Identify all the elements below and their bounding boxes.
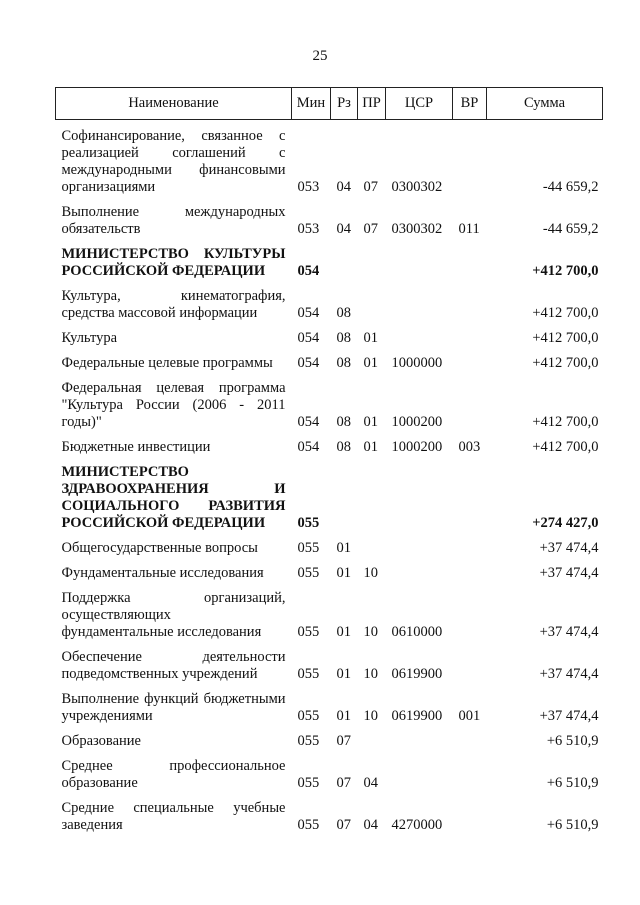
cell-vr xyxy=(453,120,487,205)
cell-csr xyxy=(386,330,453,355)
cell-sum: +412 700,0 xyxy=(532,330,599,346)
budget-table xyxy=(55,87,603,842)
cell-pr: 01 xyxy=(363,414,378,430)
cell-csr: 4270000 xyxy=(391,817,443,833)
cell-rz: 01 xyxy=(336,565,351,581)
cell-name: Общегосударственные вопросы xyxy=(61,540,258,556)
table-row xyxy=(56,733,603,758)
cell-sum: +37 474,4 xyxy=(539,624,599,640)
cell-csr xyxy=(386,540,453,565)
table-row xyxy=(56,565,603,590)
cell-min: 054 xyxy=(297,355,320,371)
cell-vr xyxy=(453,565,487,590)
header-pr: ПР xyxy=(358,88,386,120)
table-row xyxy=(56,649,603,691)
cell-vr xyxy=(453,246,487,288)
cell-name: МИНИСТЕРСТВО КУЛЬТУРЫ РОССИЙСКОЙ ФЕДЕРАЦИИ xyxy=(61,246,286,279)
cell-name: Среднее профессиональное образование xyxy=(61,758,286,791)
cell-min: 054 xyxy=(297,439,320,455)
cell-min: 055 xyxy=(297,708,320,724)
cell-sum: +412 700,0 xyxy=(532,439,599,455)
cell-rz: 08 xyxy=(336,330,351,346)
header-rz: Рз xyxy=(331,88,358,120)
cell-pr: 07 xyxy=(363,221,378,237)
cell-rz: 01 xyxy=(336,666,351,682)
cell-vr xyxy=(453,380,487,439)
table-row xyxy=(56,204,603,246)
header-vr: ВР xyxy=(453,88,487,120)
cell-name: Культура xyxy=(61,330,118,346)
cell-pr: 04 xyxy=(363,775,378,791)
cell-min: 054 xyxy=(297,263,320,279)
cell-min: 055 xyxy=(297,666,320,682)
cell-vr: 003 xyxy=(458,439,481,455)
cell-vr xyxy=(453,540,487,565)
cell-rz: 01 xyxy=(336,540,351,556)
table-row xyxy=(56,288,603,330)
cell-rz: 08 xyxy=(336,355,351,371)
cell-pr: 04 xyxy=(363,817,378,833)
cell-sum: -44 659,2 xyxy=(542,221,599,237)
cell-sum: +412 700,0 xyxy=(532,305,599,321)
cell-sum: +37 474,4 xyxy=(539,540,599,556)
cell-min: 055 xyxy=(297,624,320,640)
cell-pr xyxy=(358,464,386,540)
table-row-ministry xyxy=(56,464,603,540)
cell-sum: +412 700,0 xyxy=(532,355,599,371)
cell-name: Образование xyxy=(61,733,141,749)
cell-min: 055 xyxy=(297,565,320,581)
cell-min: 053 xyxy=(297,221,320,237)
cell-rz: 08 xyxy=(336,439,351,455)
table-row xyxy=(56,439,603,464)
cell-pr: 10 xyxy=(363,666,378,682)
cell-rz: 07 xyxy=(336,733,351,749)
cell-pr: 07 xyxy=(363,179,378,195)
page-number: 25 xyxy=(312,48,328,64)
cell-csr: 1000200 xyxy=(391,414,443,430)
cell-csr xyxy=(386,758,453,800)
cell-name: Выполнение функций бюджетными учреждениями xyxy=(61,691,286,724)
cell-pr: 01 xyxy=(363,330,378,346)
cell-rz: 07 xyxy=(336,817,351,833)
table-row xyxy=(56,355,603,380)
cell-name: Федеральные целевые программы xyxy=(61,355,273,371)
header-csr: ЦСР xyxy=(386,88,453,120)
cell-rz: 04 xyxy=(336,179,351,195)
cell-min: 055 xyxy=(297,775,320,791)
cell-csr xyxy=(386,464,453,540)
cell-csr xyxy=(386,288,453,330)
cell-rz xyxy=(331,246,358,288)
cell-rz xyxy=(331,464,358,540)
table-row xyxy=(56,120,603,205)
cell-name: Культура, кинематография, средства массовой информации xyxy=(61,288,286,321)
cell-csr: 0300302 xyxy=(391,179,443,195)
cell-sum: +412 700,0 xyxy=(532,263,599,279)
cell-name: Обеспечение деятельности подведомственных учреждений xyxy=(61,649,286,682)
cell-name: Софинансирование, связанное с реализацией соглашений с международными финансовыми организациями xyxy=(61,128,286,195)
cell-vr xyxy=(453,464,487,540)
cell-vr: 011 xyxy=(458,221,480,237)
cell-csr: 1000200 xyxy=(391,439,443,455)
cell-pr xyxy=(358,540,386,565)
cell-csr: 0619900 xyxy=(391,666,443,682)
cell-min: 054 xyxy=(297,414,320,430)
cell-vr xyxy=(453,288,487,330)
cell-min: 053 xyxy=(297,179,320,195)
cell-csr xyxy=(386,565,453,590)
header-sum: Сумма xyxy=(487,88,603,120)
cell-vr xyxy=(453,758,487,800)
cell-pr: 10 xyxy=(363,624,378,640)
cell-csr xyxy=(386,246,453,288)
cell-sum: +37 474,4 xyxy=(539,708,599,724)
cell-name: Бюджетные инвестиции xyxy=(61,439,211,455)
cell-sum: -44 659,2 xyxy=(542,179,599,195)
cell-rz: 01 xyxy=(336,624,351,640)
cell-min: 055 xyxy=(297,817,320,833)
cell-sum: +6 510,9 xyxy=(546,775,599,791)
cell-pr xyxy=(358,288,386,330)
cell-sum: +412 700,0 xyxy=(532,414,599,430)
table-body xyxy=(56,120,603,843)
cell-csr: 1000000 xyxy=(391,355,443,371)
cell-pr xyxy=(358,246,386,288)
cell-rz: 07 xyxy=(336,775,351,791)
cell-rz: 04 xyxy=(336,221,351,237)
cell-vr xyxy=(453,355,487,380)
table-row xyxy=(56,540,603,565)
cell-pr: 01 xyxy=(363,439,378,455)
table-row xyxy=(56,330,603,355)
cell-sum: +6 510,9 xyxy=(546,733,599,749)
cell-vr xyxy=(453,800,487,842)
cell-vr xyxy=(453,330,487,355)
cell-sum: +37 474,4 xyxy=(539,565,599,581)
header-min: Мин xyxy=(292,88,331,120)
header-name: Наименование xyxy=(56,88,292,120)
cell-csr: 0300302 xyxy=(391,221,443,237)
table-row xyxy=(56,758,603,800)
cell-csr: 0619900 xyxy=(391,708,443,724)
cell-rz: 08 xyxy=(336,414,351,430)
cell-csr: 0610000 xyxy=(391,624,443,640)
cell-sum: +274 427,0 xyxy=(532,515,599,531)
cell-min: 055 xyxy=(297,540,320,556)
table-row xyxy=(56,691,603,733)
cell-csr xyxy=(386,733,453,758)
cell-min: 054 xyxy=(297,330,320,346)
cell-name: Средние специальные учебные заведения xyxy=(61,800,286,833)
cell-name: Выполнение международных обязательств xyxy=(61,204,286,237)
cell-name: Фундаментальные исследования xyxy=(61,565,264,581)
cell-sum: +37 474,4 xyxy=(539,666,599,682)
cell-rz: 08 xyxy=(336,305,351,321)
cell-vr xyxy=(453,590,487,649)
cell-pr: 10 xyxy=(363,565,378,581)
cell-vr xyxy=(453,649,487,691)
table-row-ministry xyxy=(56,246,603,288)
cell-name: Поддержка организаций, осуществляющих фундаментальные исследования xyxy=(61,590,286,640)
table-row xyxy=(56,380,603,439)
cell-rz: 01 xyxy=(336,708,351,724)
table-header xyxy=(56,88,603,120)
table-row xyxy=(56,800,603,842)
table-row xyxy=(56,590,603,649)
cell-pr: 10 xyxy=(363,708,378,724)
cell-pr: 01 xyxy=(363,355,378,371)
cell-vr: 001 xyxy=(458,708,481,724)
cell-vr xyxy=(453,733,487,758)
cell-min: 055 xyxy=(297,515,320,531)
cell-min: 055 xyxy=(297,733,320,749)
cell-min: 054 xyxy=(297,305,320,321)
cell-sum: +6 510,9 xyxy=(546,817,599,833)
cell-name: Федеральная целевая программа "Культура России (2006 - 2011 годы)" xyxy=(61,380,286,430)
cell-pr xyxy=(358,733,386,758)
cell-name: МИНИСТЕРСТВО ЗДРАВООХРАНЕНИЯ И СОЦИАЛЬНОГО РАЗВИТИЯ РОССИЙСКОЙ ФЕДЕРАЦИИ xyxy=(61,464,286,531)
